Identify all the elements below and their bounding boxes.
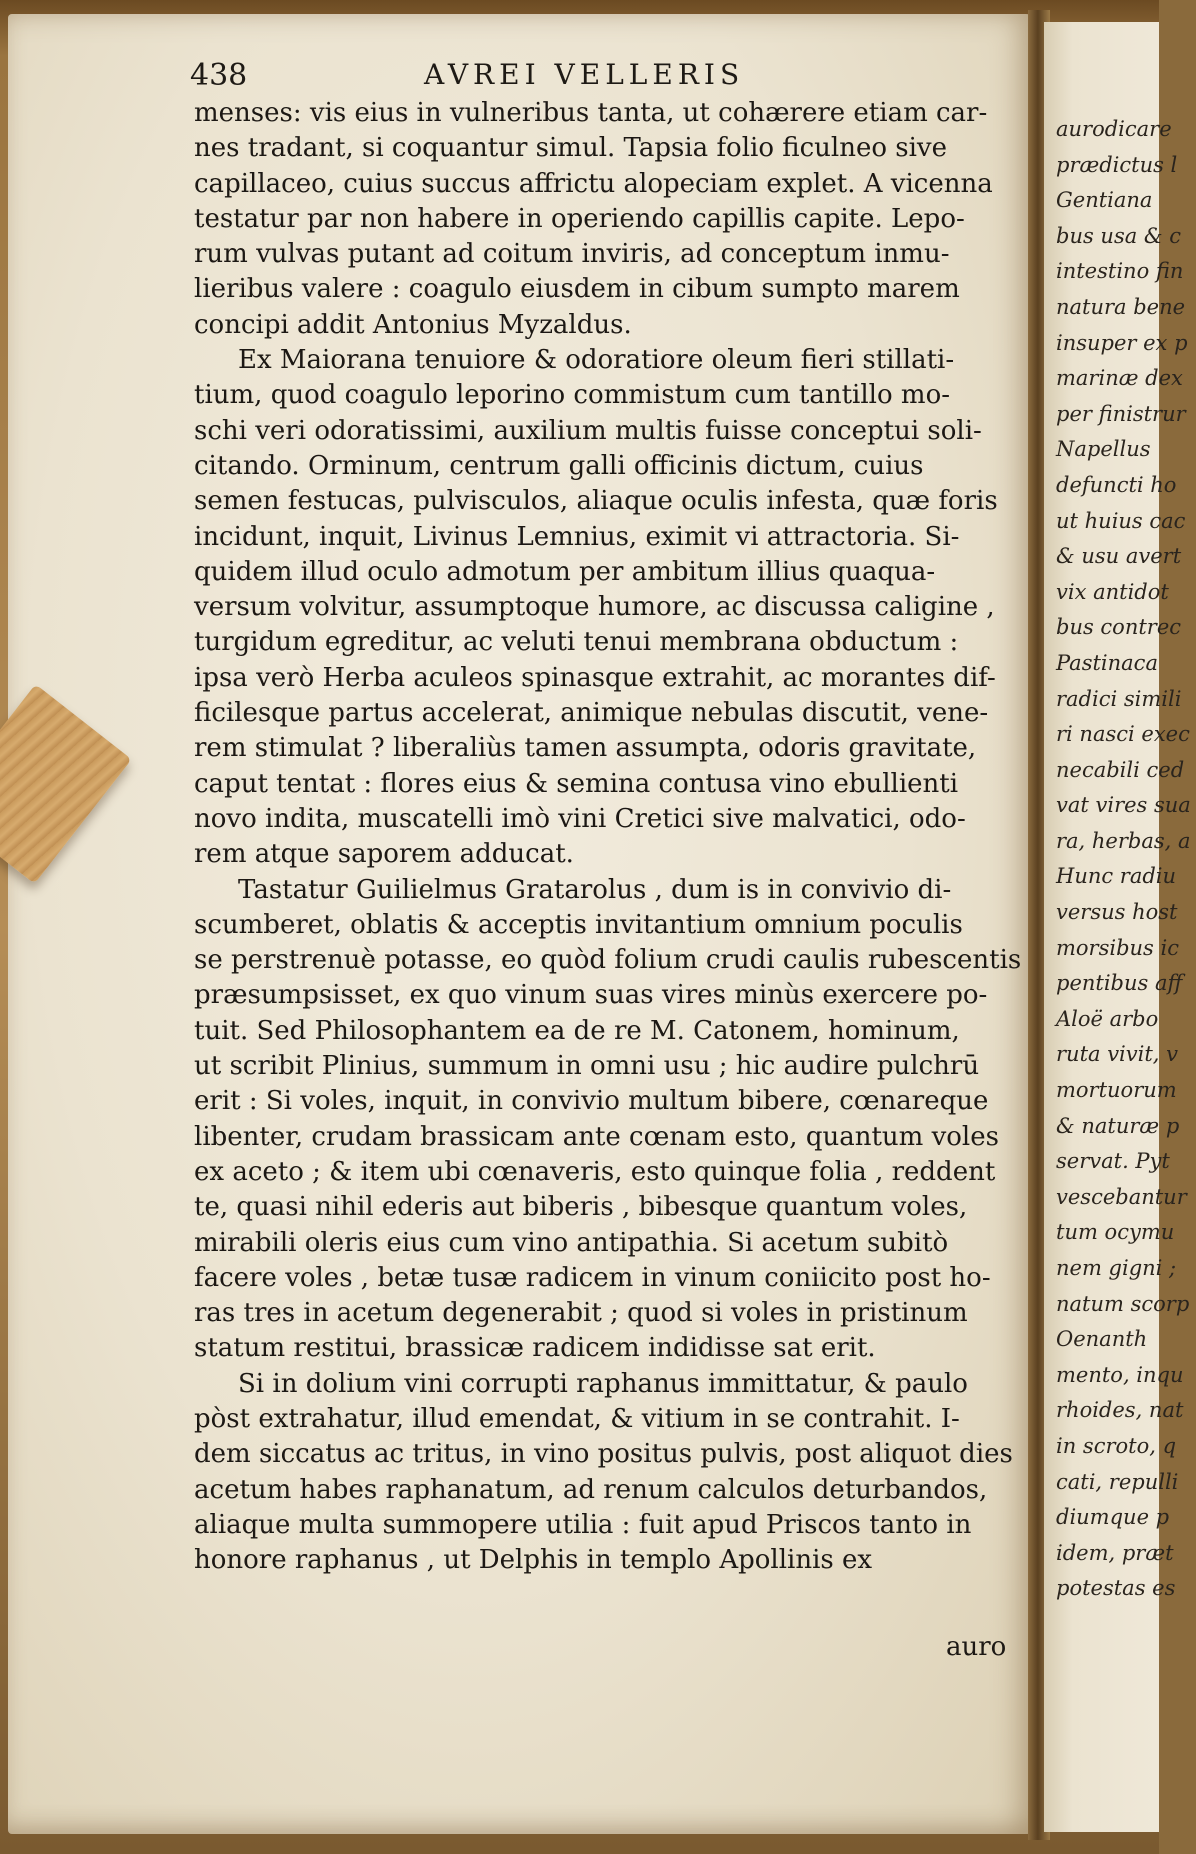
text-line: versum volvitur, assumptoque humore, ac discussa caligine , [194, 592, 995, 623]
right-page [1044, 22, 1191, 1832]
text-line: præsumpsisset, ex quo vinum suas vires minùs exercere po- [194, 980, 988, 1011]
right-page-line: intestino fin [1056, 259, 1184, 284]
text-line: ficilesque partus accelerat, animique nebulas discutit, vene- [194, 698, 989, 729]
right-page-line: defuncti ho [1056, 472, 1177, 497]
text-line: rum vulvas putant ad coitum inviris, ad conceptum inmu- [194, 239, 950, 270]
text-line: scumberet, oblatis & acceptis invitantium omnium poculis [194, 909, 963, 940]
right-page-line: vat vires sua [1056, 793, 1191, 818]
text-line: schi veri odoratissimi, auxilium multis fuisse conceptui soli- [194, 415, 982, 446]
text-line: dem siccatus ac tritus, in vino positus pulvis, post aliquot dies [194, 1439, 1013, 1470]
main-text-block [194, 96, 1022, 1578]
text-line: facere voles , betæ tusæ radicem in vinum coniicito post ho- [194, 1262, 991, 1293]
right-page-line: rhoides, nat [1056, 1398, 1184, 1423]
text-line: semen festucas, pulvisculos, aliaque oculis infesta, quæ foris [194, 486, 998, 517]
right-page-line: in scroto, q [1056, 1433, 1177, 1458]
right-page-line: natura bene [1056, 294, 1186, 319]
right-page-line: versus host [1056, 900, 1178, 925]
right-page-line: bus contrec [1056, 615, 1182, 640]
text-line: quidem illud oculo admotum per ambitum illius quaqua- [194, 556, 936, 587]
right-page-line: radici simili [1056, 686, 1182, 711]
text-line: ut scribit Plinius, summum in omni usu ; hic audire pulchrū [194, 1051, 980, 1082]
text-line: Si in dolium vini corrupti raphanus immittatur, & paulo [238, 1368, 968, 1399]
right-page-line: ruta vivit, v [1056, 1042, 1179, 1067]
text-line: ipsa verò Herba aculeos spinasque extrahit, ac morantes dif- [194, 662, 996, 693]
text-line: erit : Si voles, inquit, in convivio multum bibere, cœnareque [194, 1086, 989, 1117]
right-page-line: vix antidot [1056, 579, 1169, 604]
text-line: capillaceo, cuius succus affrictu alopeciam explet. A vicenna [194, 168, 993, 199]
text-line: ras tres in acetum degenerabit ; quod si voles in pristinum [194, 1298, 968, 1329]
right-page-line: insuper ex p [1056, 330, 1188, 355]
right-page-line: Aloë arbo [1056, 1006, 1159, 1031]
right-page-line: Hunc radiu [1056, 864, 1177, 889]
right-page-line: & naturæ p [1056, 1113, 1180, 1138]
text-line: libenter, crudam brassicam ante cœnam esto, quantum voles [194, 1121, 999, 1152]
text-line: tuit. Sed Philosophantem ea de re M. Catonem, hominum, [194, 1015, 960, 1046]
text-line: te, quasi nihil ederis aut biberis , bibesque quantum voles, [194, 1192, 968, 1223]
text-line: caput tentat : flores eius & semina contusa vino ebullienti [194, 768, 959, 799]
right-page-line: pentibus aff [1056, 971, 1183, 996]
right-page-line: Pastinaca [1056, 650, 1158, 675]
text-line: ex aceto ; & item ubi cœnaveris, esto quinque folia , reddent [194, 1156, 996, 1187]
text-line: testatur par non habere in operiendo capillis capite. Lepo- [194, 203, 965, 234]
text-line: statum restitui, brassicæ radicem indidisse sat erit. [194, 1333, 876, 1364]
right-page-line: & usu avert [1056, 544, 1182, 569]
right-page-line: per finistrur [1056, 401, 1186, 426]
text-line: aliaque multa summopere utilia : fuit apud Priscos tanto in [194, 1509, 972, 1540]
right-page-line: bus usa & c [1056, 223, 1182, 248]
right-page-line: Napellus [1056, 437, 1151, 462]
right-page-line: marinæ dex [1056, 366, 1183, 391]
text-line: acetum habes raphanatum, ad renum calculos deturbandos, [194, 1474, 988, 1505]
text-line: pòst extrahatur, illud emendat, & vitium in se contrahit. I- [194, 1403, 960, 1434]
text-line: se perstrenuè potasse, eo quòd folium crudi caulis rubescentis [194, 945, 1022, 976]
right-page-line: morsibus ic [1056, 935, 1179, 960]
text-line: incidunt, inquit, Livinus Lemnius, eximit vi attractoria. Si- [194, 521, 960, 552]
right-page-line: vescebantur [1056, 1184, 1187, 1209]
text-line: honore raphanus , ut Delphis in templo Apollinis ex [194, 1545, 873, 1576]
text-line: menses: vis eius in vulneribus tanta, ut cohærere etiam car- [194, 98, 988, 128]
right-page-line: ri nasci exec [1056, 722, 1190, 747]
text-line: turgidum egreditur, ac veluti tenui membrana obductum : [194, 627, 959, 658]
right-page-line: Oenanth [1056, 1327, 1148, 1352]
text-line: citando. Orminum, centrum galli officinis dictum, cuius [194, 450, 924, 481]
right-page-line: cati, repulli [1056, 1469, 1179, 1494]
right-page-line: Gentiana [1056, 188, 1153, 213]
right-page-line: servat. Pyt [1056, 1149, 1170, 1174]
catchword: auro [946, 1632, 1007, 1662]
right-page-line: mento, inqu [1056, 1362, 1184, 1387]
text-line: nes tradant, si coquantur simul. Tapsia folio ficulneo sive [194, 133, 948, 164]
right-page-line: nem gigni ; [1056, 1256, 1177, 1280]
right-page-text-fragments [1056, 112, 1196, 1607]
right-page-line: ra, herbas, a [1056, 828, 1191, 853]
text-line: mirabili oleris eius cum vino antipathia. Si acetum subitò [194, 1227, 949, 1258]
right-page-line: ut huius cac [1056, 508, 1186, 533]
right-page-line: necabili ced [1056, 757, 1185, 782]
right-page-line: mortuorum [1056, 1078, 1177, 1103]
text-line: rem atque saporem adducat. [194, 839, 574, 870]
text-line: concipi addit Antonius Myzaldus. [194, 309, 632, 340]
right-page-line: potestas es [1056, 1576, 1176, 1601]
right-page-line: tum ocymu [1056, 1220, 1175, 1245]
running-title: AVREI VELLERIS [424, 58, 745, 91]
text-line: rem stimulat ? liberaliùs tamen assumpta, odoris gravitate, [194, 733, 977, 764]
text-line: lieribus valere : coagulo eiusdem in cibum sumpto marem [194, 274, 960, 305]
text-line: Ex Maiorana tenuiore & odoratiore oleum fieri stillati- [238, 345, 955, 376]
text-line: novo indita, muscatelli imò vini Cretici sive malvatici, odo- [194, 803, 966, 834]
page-header [190, 58, 1000, 98]
right-page-line: idem, præt [1056, 1540, 1174, 1565]
right-page-line: prædictus l [1056, 152, 1178, 177]
text-line: Tastatur Guilielmus Gratarolus , dum is in convivio di- [238, 874, 952, 905]
right-page-line: natum scorp [1056, 1291, 1190, 1316]
text-line: tium, quod coagulo leporino commistum cum tantillo mo- [194, 380, 951, 411]
right-page-line: aurodicare [1056, 117, 1172, 141]
right-page-line: diumque p [1056, 1505, 1170, 1530]
page-number: 438 [190, 58, 248, 93]
